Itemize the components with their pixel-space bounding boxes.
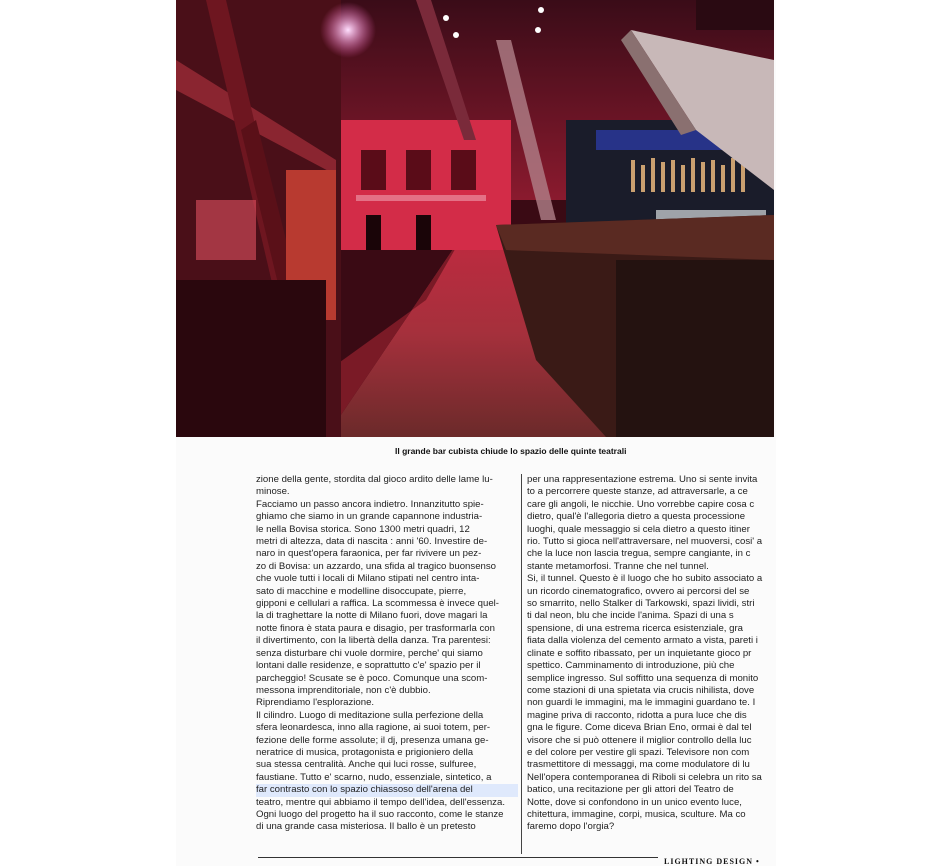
text-line: batico, una recitazione per gli attori del Teatro de — [527, 784, 734, 796]
magazine-footer: LIGHTING DESIGN • — [664, 857, 760, 866]
text-line: senza disturbare chi vuole dormire, perche' qui siamo — [256, 647, 483, 659]
text-line: spettico. Camminamento di introduzione, più che — [527, 660, 735, 672]
text-line: per una rappresentazione estrema. Uno si sente invita — [527, 474, 758, 485]
text-line: messona imprenditoriale, non c'è dubbio. — [256, 684, 431, 696]
text-line: e del colore per vestire gli spazi. Televisore non com — [527, 746, 750, 758]
article-column-1 — [256, 474, 518, 834]
column-divider — [521, 474, 522, 854]
text-line: rio. Tutto si gioca nell'attraversare, nel muoversi, cosi' a — [527, 536, 763, 548]
text-line: come stazioni di una spietata via crucis nihilista, dove — [527, 684, 755, 696]
text-line: luoghi, quale messaggio si cela dietro a questo itiner — [527, 523, 750, 535]
text-line: sfera leonardesca, inno alla ragione, ai suoi totem, per- — [256, 722, 491, 734]
text-line: to a percorrere queste stanze, ad attraversarle, a ce — [527, 486, 748, 498]
text-line: sua stessa centralità. Anche qui luci rosse, sulfuree, — [256, 759, 477, 771]
text-line: naro in quest'opera faraonica, per far rivivere un pez- — [256, 548, 482, 560]
text-line: ti dal neon, blu che incide l'anima. Spazi di una s — [527, 610, 734, 622]
article-column-2 — [527, 474, 777, 834]
text-line: visore che si può ottenere il miglior controllo della luc — [527, 734, 752, 746]
text-line: zione della gente, stordita dal gioco ardito delle lame lu- — [256, 474, 493, 485]
text-line: faremo dopo l'orgia? — [527, 821, 615, 833]
text-line: metri di altezza, data di nascita : anni '60. Investire de- — [256, 536, 488, 548]
text-line: Notte, dove si confondono in un unico evento luce, — [527, 796, 742, 808]
text-line: il divertimento, con la libertà della danza. Tra parentesi: — [256, 635, 491, 647]
text-line: ghiamo che siamo in un grande capannone industria- — [256, 511, 483, 523]
text-line: zo di Bovisa: un azzardo, una sfida al tragico buonsenso — [256, 560, 496, 572]
text-line: care gli angoli, le nicchie. Uno vorrebbe capire cosa c — [527, 498, 755, 510]
text-line: parcheggio! Scusate se è poco. Comunque una scom- — [256, 672, 488, 684]
text-line: che la luce non lascia tregua, sempre cangiante, in c — [527, 548, 751, 560]
text-line: stante metamorfosi. Tranne che nel tunnel. — [527, 560, 709, 572]
photo-caption: Il grande bar cubista chiude lo spazio delle quinte teatrali — [395, 446, 627, 456]
text-line: le nella Bovisa storica. Sono 1300 metri quadri, 12 — [256, 523, 470, 535]
text-line: semplice ingresso. Sul soffitto una sequenza di monito — [527, 672, 759, 684]
text-line: teatro, mentre qui abbiamo il tempo dell'idea, dell'essenza. — [256, 796, 505, 808]
text-line: fiata dalla violenza del cemento armato a vista, pareti i — [527, 635, 758, 647]
text-line: Facciamo un passo ancora indietro. Innanzitutto spie- — [256, 498, 484, 510]
text-line: neratrice di musica, protagonista e prigioniero della — [256, 746, 474, 758]
text-line: Nell'opera contemporanea di Riboli si celebra un rito sa — [527, 771, 762, 783]
text-line: faustiane. Tutto e' scarno, nudo, essenziale, sintetico, a — [256, 771, 492, 783]
text-line: notte finora è stata paura e disagio, per trasformarla con — [256, 622, 495, 634]
text-line: lontani dalle residenze, e soprattutto c'e' spazio per il — [256, 660, 481, 672]
text-line: di una grande casa misteriosa. Il ballo è un pretesto — [256, 821, 476, 833]
text-line: Si, il tunnel. Questo è il luogo che ho subito associato a — [527, 573, 763, 585]
text-line: non guardi le immagini, ma le immagini guardano te. I — [527, 697, 756, 709]
text-line: trasmettitore di messaggi, ma come modulatore di lu — [527, 759, 750, 771]
text-line: dietro, qual'è l'allegoria dietro a questa processione — [527, 511, 746, 523]
text-line: la di traghettare la notte di Milano fuori, dove magari la — [256, 610, 488, 622]
text-line: gna le figure. Come diceva Brian Eno, ormai è dal tel — [527, 722, 752, 734]
text-line: clinate e soffito ribassato, per un inquietante gioco pr — [527, 647, 752, 659]
bar-interior-photo — [176, 0, 774, 437]
text-line: fezione delle forme assolute; il dj, presenza umana ge- — [256, 734, 489, 746]
text-line: Riprendiamo l'esplorazione. — [256, 697, 375, 709]
footer-rule — [258, 857, 658, 858]
text-line: minose. — [256, 486, 290, 498]
text-line: magine priva di racconto, ridotta a pura luce che dis — [527, 709, 747, 721]
text-line: gipponi e cellulari a raffica. La scommessa è invece quel- — [256, 598, 499, 610]
text-line: Il cilindro. Luogo di meditazione sulla perfezione della — [256, 709, 484, 721]
text-line: so smarrito, nello Stalker di Tarkowski, spazi lividi, stri — [527, 598, 755, 610]
text-line: che vuole tutti i locali di Milano stipati nel centro inta- — [256, 573, 480, 585]
text-line: chitettura, immagine, corpi, musica, sculture. Ma co — [527, 808, 746, 820]
text-line: far contrasto con lo spazio chiassoso dell'arena del — [256, 784, 518, 796]
text-line: Ogni luogo del progetto ha il suo racconto, come le stanze — [256, 808, 504, 820]
text-line: spensione, di una estrema ricerca esistenziale, gra — [527, 622, 743, 634]
text-line: un ricordo cinematografico, ovvero ai percorsi del se — [527, 585, 750, 597]
text-line: sato di macchine e modelline disoccupate, pierre, — [256, 585, 467, 597]
